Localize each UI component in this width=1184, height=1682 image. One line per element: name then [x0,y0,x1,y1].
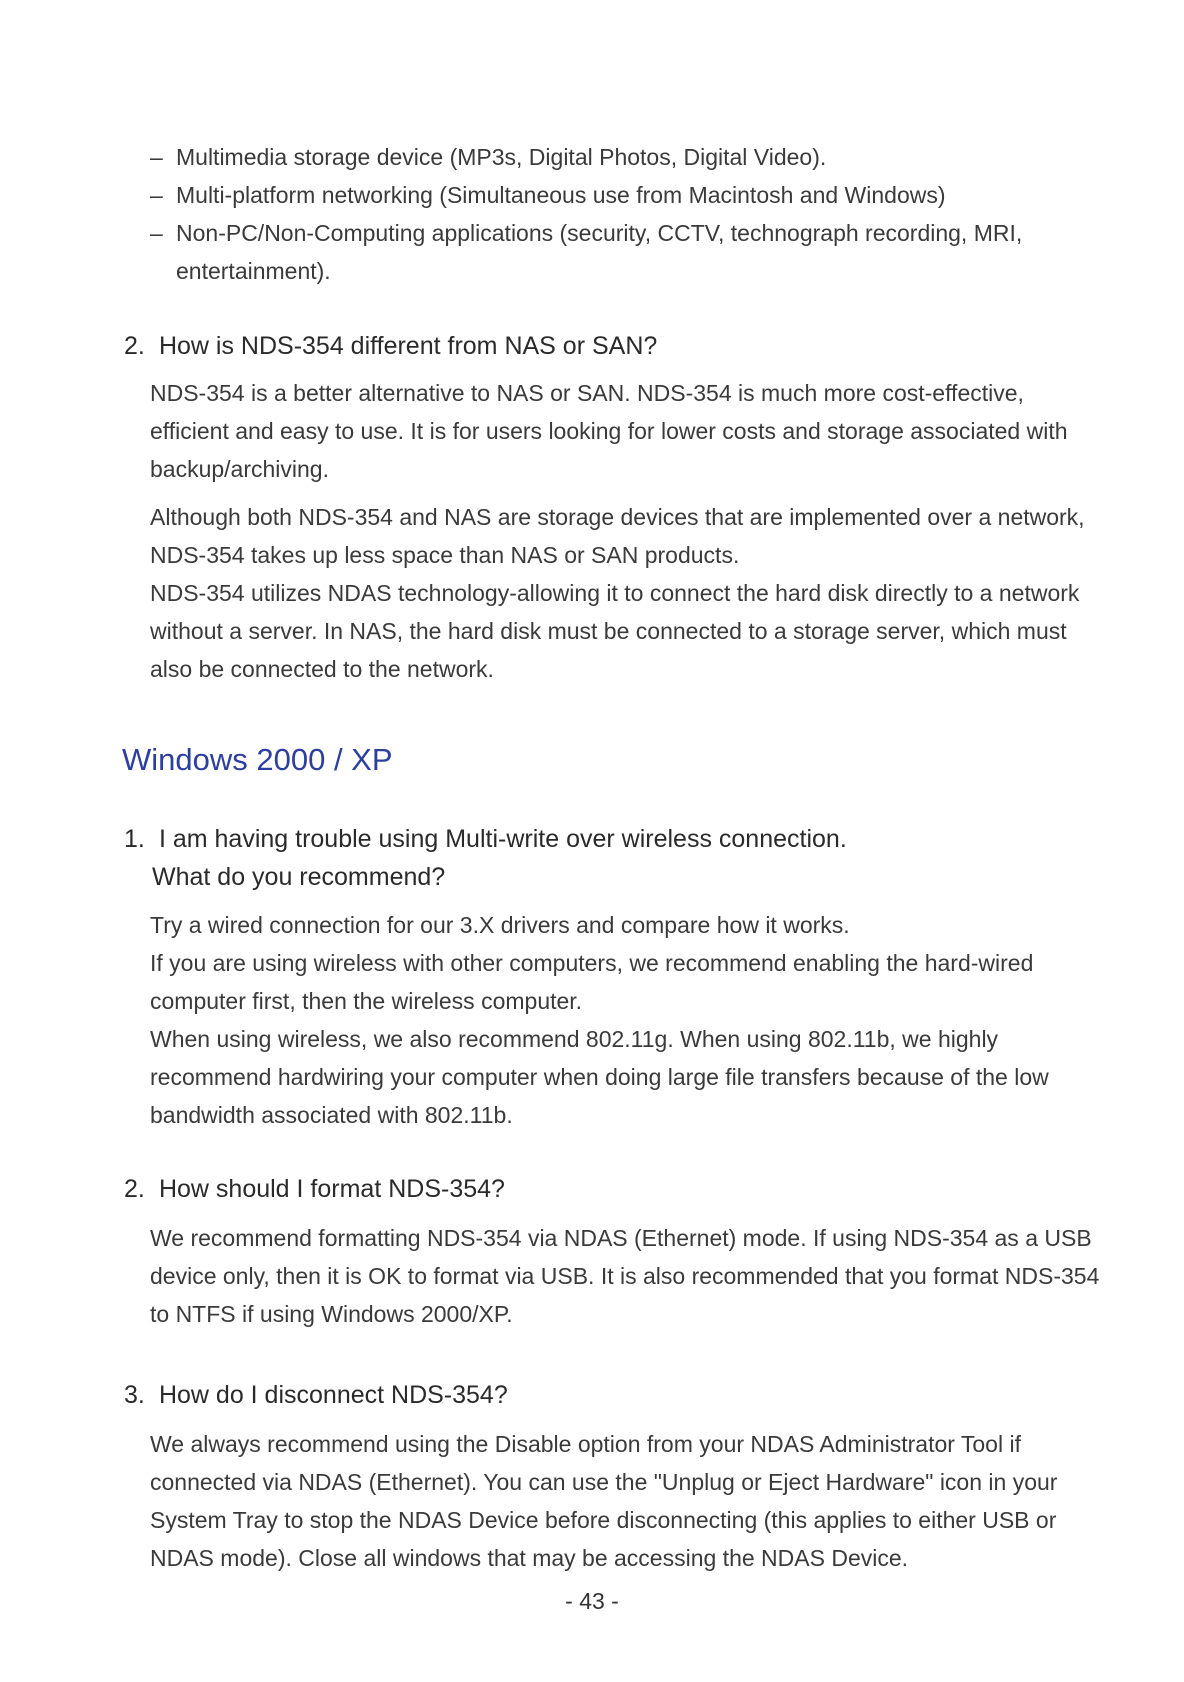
bullet-text: Multimedia storage device (MP3s, Digital Photos, Digital Video). [176,144,827,170]
bullet-marker: – [150,182,163,208]
question-number: 3. [124,1381,145,1409]
bullet-marker: – [150,220,163,246]
answer-paragraph: If you are using wireless with other computers, we recommend enabling the hard-wired computer first, then the wireless computer. [150,950,1034,1014]
bullet-item [150,138,1100,176]
faq-answer-format [150,1219,1100,1333]
answer-paragraph: NDS-354 is a better alternative to NAS or SAN. NDS-354 is much more cost-effective, efficient and easy to use. It is for users looking for lower costs and storage associated with backup/archiving. [150,380,1068,482]
feature-bullet-list [150,138,1100,290]
faq-question-format [124,1170,1104,1208]
bullet-text: Non-PC/Non-Computing applications (security, CCTV, technograph recording, MRI, entertainment). [176,220,1023,284]
faq-question-nas-san [124,327,1104,365]
faq-answer-nas-san [150,374,1100,688]
faq-question-multiwrite [124,820,1104,896]
question-text-continued: What do you recommend? [152,863,446,891]
bullet-item [150,214,1100,290]
answer-paragraph: We always recommend using the Disable option from your NDAS Administrator Tool if connected via NDAS (Ethernet). You can use the "Unplug or Eject Hardware" icon in your System Tray to stop the NDAS Device before disconnecting (this applies to either USB or NDAS mode). Close all windows that may be accessing the NDAS Device. [150,1431,1058,1571]
answer-paragraph: When using wireless, we also recommend 802.11g. When using 802.11b, we highly recommend hardwiring your computer when doing large file transfers because of the low bandwidth associated with 802.11b. [150,1026,1049,1128]
question-text: How do I disconnect NDS-354? [158,1381,508,1409]
bullet-marker: – [150,144,163,170]
answer-paragraph: Although both NDS-354 and NAS are storage devices that are implemented over a network, NDS-354 takes up less space than NAS or SAN products. [150,504,1085,568]
question-number: 2. [124,332,145,360]
page-number: - 43 - [565,1588,619,1614]
question-text: I am having trouble using Multi-write over wireless connection. [158,825,847,853]
faq-question-disconnect [124,1376,1104,1414]
bullet-text: Multi-platform networking (Simultaneous use from Macintosh and Windows) [176,182,946,208]
answer-paragraph: We recommend formatting NDS-354 via NDAS (Ethernet) mode. If using NDS-354 as a USB device only, then it is OK to format via USB. It is also recommended that you format NDS-354 to NTFS if using Windows 2000/XP. [150,1225,1100,1327]
answer-paragraph: Try a wired connection for our 3.X drivers and compare how it works. [150,912,850,938]
section-heading-windows: Windows 2000 / XP [122,742,393,777]
question-text: How should I format NDS-354? [158,1175,505,1203]
question-number: 2. [124,1175,145,1203]
faq-answer-disconnect [150,1425,1100,1577]
question-text: How is NDS-354 different from NAS or SAN? [158,332,658,360]
bullet-item [150,176,1100,214]
faq-answer-multiwrite [150,906,1100,1134]
answer-paragraph: NDS-354 utilizes NDAS technology-allowing it to connect the hard disk directly to a network without a server. In NAS, the hard disk must be connected to a storage server, which must also be connected to the network. [150,580,1080,682]
question-number: 1. [124,825,145,853]
